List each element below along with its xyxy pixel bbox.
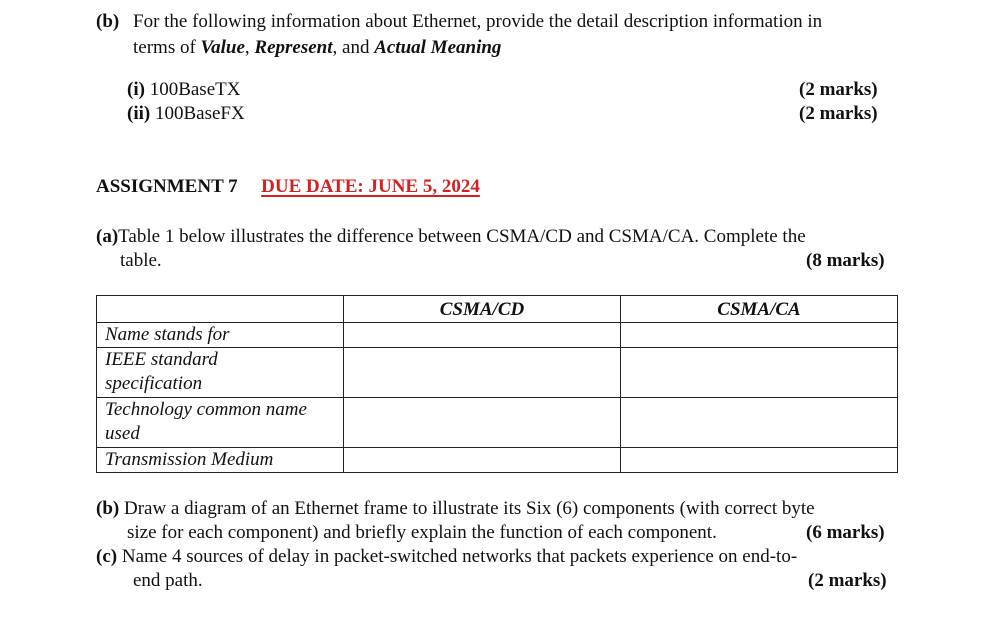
comparison-table: [96, 295, 898, 473]
term-value: Value: [200, 37, 245, 58]
question-c-line1: [96, 545, 797, 569]
table-row: [97, 398, 898, 448]
sub-item-i-num: (i): [127, 79, 145, 100]
question-b-line2: [127, 521, 717, 545]
row-label: [97, 448, 344, 473]
table-header-csma-ca: CSMA/CA: [621, 296, 898, 323]
prev-line2-prefix: terms of: [133, 37, 201, 58]
question-c-marks: (2 marks): [808, 570, 887, 591]
question-a-label: (a): [96, 226, 119, 247]
question-a-text: Table 1 below illustrates the difference between CSMA/CD and CSMA/CA. Complete the: [118, 226, 806, 247]
question-b-marks: (6 marks): [806, 522, 885, 543]
due-date: DUE DATE: JUNE 5, 2024: [261, 176, 480, 197]
csma-ca-cell[interactable]: [621, 448, 898, 473]
term-actual-meaning: Actual Meaning: [374, 37, 502, 58]
sub-item-ii: [127, 102, 245, 126]
row-label-line1: Technology common name: [105, 399, 307, 420]
prev-question-b-line2: [133, 36, 501, 60]
term-represent: Represent: [254, 37, 333, 58]
prev-question-b: [96, 10, 119, 34]
csma-ca-cell[interactable]: [621, 348, 898, 398]
question-c-line2: end path.: [133, 570, 203, 591]
question-b-text2: size for each component) and briefly explain the function of each component.: [127, 522, 717, 543]
csma-cd-cell[interactable]: [344, 348, 621, 398]
table-row: [97, 448, 898, 473]
csma-cd-cell[interactable]: [344, 323, 621, 348]
row-label: [97, 323, 344, 348]
table-header-blank: [97, 296, 344, 323]
table-header-row: [97, 296, 898, 323]
row-label-line1: Name stands for: [105, 324, 230, 345]
question-c-label: (c): [96, 546, 118, 567]
question-b-label: (b): [96, 498, 120, 519]
question-a-line2: table.: [120, 250, 162, 271]
assignment-heading: [96, 175, 480, 199]
sub-item-ii-num: (ii): [127, 103, 151, 124]
question-b-line1: [96, 497, 815, 521]
table-row: [97, 348, 898, 398]
csma-cd-cell[interactable]: [344, 448, 621, 473]
prev-question-b-line1: For the following information about Ethernet, provide the detail description information in: [133, 11, 823, 32]
sub-item-i: [127, 78, 240, 102]
sep-1: ,: [244, 37, 255, 58]
row-label: [97, 348, 344, 398]
question-a-marks: (8 marks): [806, 250, 885, 271]
table-row: [97, 323, 898, 348]
question-a-line1: [96, 225, 806, 249]
sub-item-ii-marks: (2 marks): [799, 103, 878, 124]
row-label-line1: Transmission Medium: [105, 449, 274, 470]
question-b-text: Draw a diagram of an Ethernet frame to illustrate its Six (6) components (with correct byte: [123, 498, 815, 519]
row-label-line2: specification: [105, 373, 203, 394]
question-c-text: Name 4 sources of delay in packet-switched networks that packets experience on end-to-: [121, 546, 798, 567]
row-label-line1: IEEE standard: [105, 349, 218, 370]
row-label: [97, 398, 344, 448]
prev-question-b-label: (b): [96, 11, 120, 32]
table-header-csma-cd: CSMA/CD: [344, 296, 621, 323]
assignment-title: ASSIGNMENT 7: [96, 176, 238, 197]
csma-ca-cell[interactable]: [621, 323, 898, 348]
row-label-line2: used: [105, 423, 140, 444]
csma-cd-cell[interactable]: [344, 398, 621, 448]
sep-2: , and: [332, 37, 375, 58]
csma-ca-cell[interactable]: [621, 398, 898, 448]
sub-item-i-marks: (2 marks): [799, 79, 878, 100]
sub-item-i-text: 100BaseTX: [149, 79, 241, 100]
sub-item-ii-text: 100BaseFX: [154, 103, 245, 124]
